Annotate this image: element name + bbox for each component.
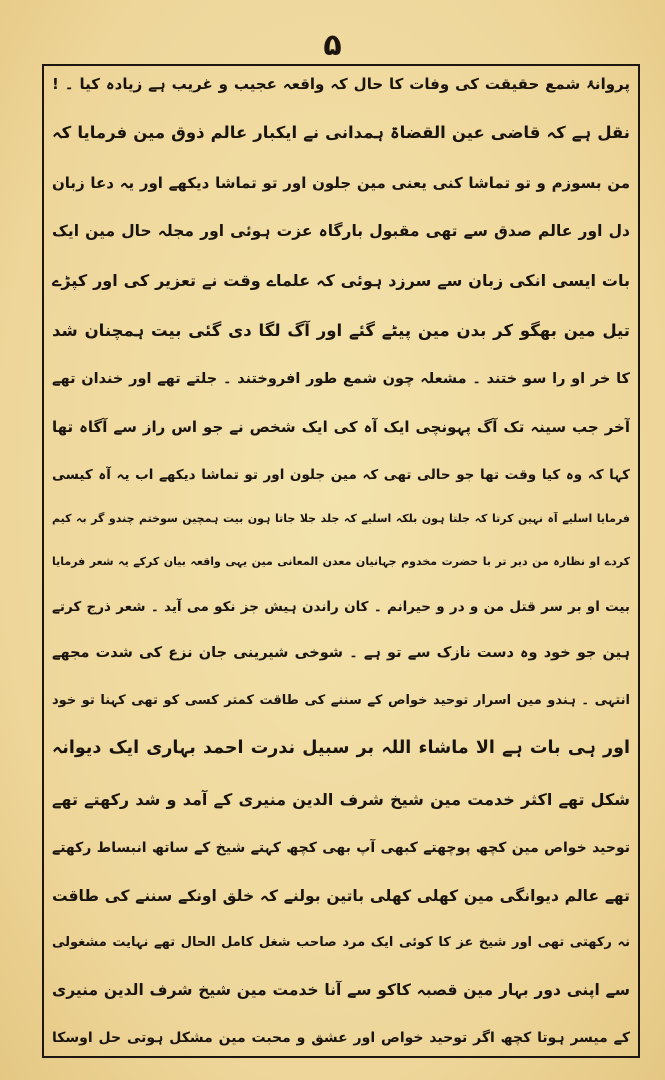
text-line: سے اپنی دور بہار مین قصبہ کاکو سے آنا خدمت مین شیخ شرف الدین منیری: [52, 981, 630, 1000]
page-number: ۵: [323, 28, 342, 63]
text-line: شکل تھے اکثر خدمت مین شیخ شرف الدین منیری کے آمد و شد رکھتے تھے: [52, 789, 630, 809]
text-line: اور ہی بات ہے الا ماشاء اللہ بر سبیل ندرت احمد بہاری ایک دیوانہ: [52, 738, 630, 759]
text-line: نقل ہے کہ قاضی عین القضاۃ ہمدانی نے ایکبار عالم ذوق مین فرمایا کہ: [52, 123, 630, 143]
text-line: کا خر او را سو ختند ۔ مشعلہ چون شمع طور افروختند ۔ جلتے تھے اور خندان تھے: [52, 370, 630, 387]
text-frame: [42, 64, 640, 1058]
text-line: آخر جب سینہ تک آگ پہونچی ایک آہ کی ایک شخص نے جو اس راز سے آگاہ تھا: [52, 418, 630, 437]
text-line: کردے او نظارہ من دیر تر با حضرت مخدوم جہانیان معدن المعانی مین یہی واقعہ بیان کرکے یہ شعر فرمایا: [52, 554, 630, 568]
text-line: انتہی ۔ ہندو مین اسرار توحید خواص کے سننے کی طاقت کمتر کسی کو تھی کہنا تو خود: [52, 692, 630, 708]
text-line: توحید خواص مین کچھ پوچھتے کبھی آپ بھی کچھ کہتے شیخ کے ساتھ انبساط رکھتے: [52, 839, 630, 856]
text-block: [52, 74, 630, 1048]
text-line: کہا کہ وہ کیا وقت تھا جو حالی تھی کہ مین جلون اور تو تماشا دیکھے اب یہ آہ کیسی: [52, 466, 630, 483]
text-line: پروانۂ شمع حقیقت کی وفات کا حال کہ واقعہ عجیب و غریب ہے زیادہ کیا ۔ !: [52, 75, 630, 93]
text-line: کے میسر ہوتا کچھ اگر توحید خواص اور عشق و محبت مین مشکل ہوتی حل اوسکا: [52, 1030, 630, 1047]
text-line: ہین جو خود وہ دست نازک سے تو ہے ۔ شوخی شیرینی جان نزع کی شدت مجھے: [52, 645, 630, 662]
text-line: بیت او بر سر قتل من و در و حیرانم ۔ کان راندن ہیش جز نکو می آید ۔ شعر ذرج کرتے: [52, 598, 630, 615]
text-line: نہ رکھتی تھی اور شیخ عز کا کوئی ایک مرد صاحب شغل کامل الحال تھے نہایت مشغولی: [52, 935, 630, 951]
text-line: تھے عالم دیوانگی مین کھلی کھلی باتین بولنے کہ خلق اونکے سننے کی طاقت: [52, 886, 630, 905]
text-line: فرمایا اسلیے آہ نہین کرتا کہ جلتا ہون بلکہ اسلیے کہ جلد جلا جاتا ہون بیت ہمچین سوختم چندو گر بہ کیم: [52, 512, 630, 525]
text-line: تیل مین بھگو کر بدن مین پیٹے گئے اور آگ لگا دی گئی بیت ہمچنان شد: [52, 320, 630, 340]
text-line: دل اور عالم صدق سے تھی مقبول بارگاہ عزت ہوئی اور مجلہ حال مین ایک: [52, 221, 630, 240]
text-line: بات ایسی انکی زبان سے سرزد ہوئی کہ علماے وقت نے تعزیر کی اور کپڑے: [52, 270, 630, 290]
text-line: من بسوزم و تو تماشا کنی یعنی مین جلون اور تو تماشا دیکھے اور یہ دعا زبان: [52, 173, 630, 192]
